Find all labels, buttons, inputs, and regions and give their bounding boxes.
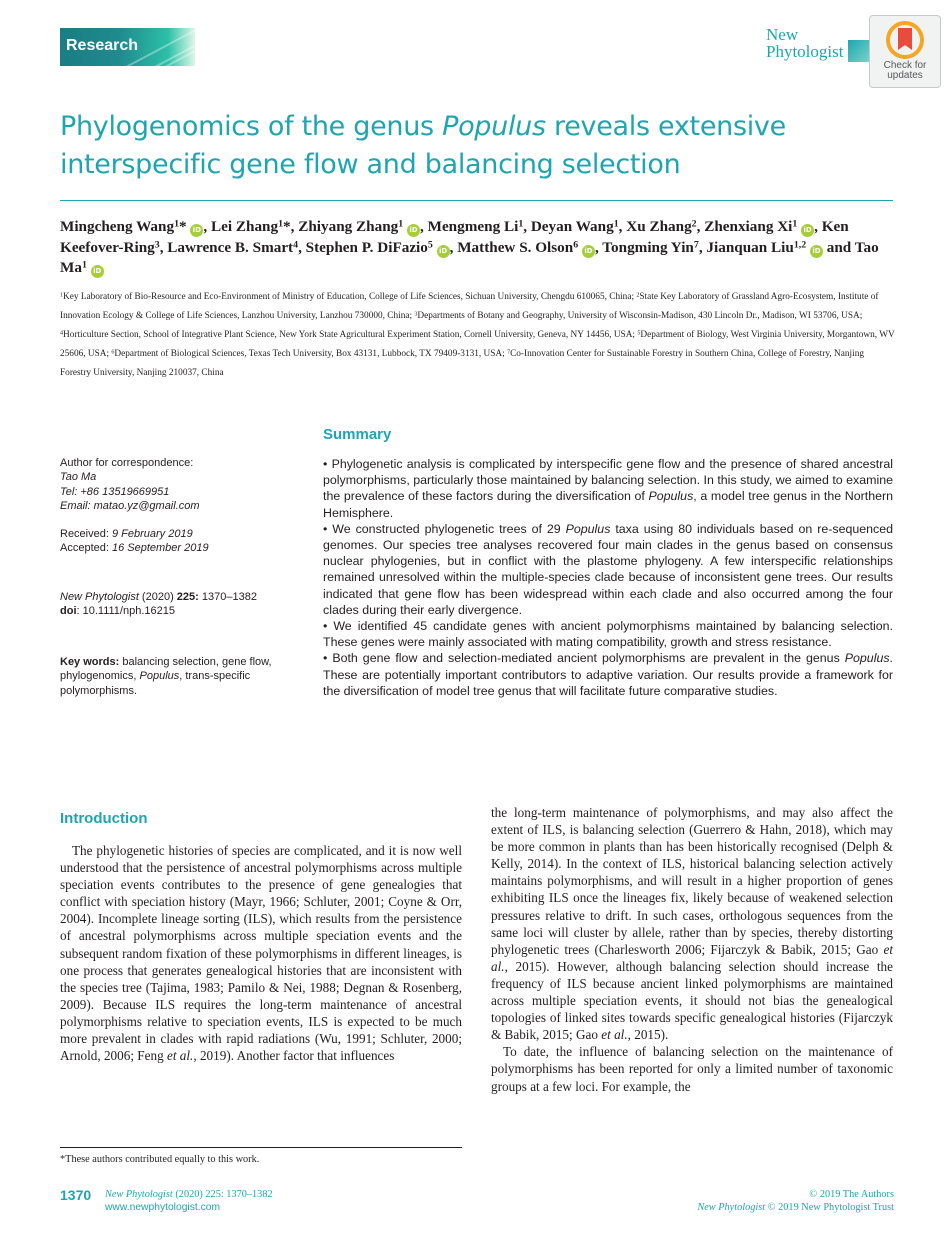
journal-logo-line2: Phytologist — [766, 42, 844, 61]
page-number: 1370 — [60, 1187, 92, 1203]
keywords-block: Key words: balancing selection, gene flow, phylogenomics, Populus, trans-specific polymorphisms. — [60, 656, 272, 697]
affiliations — [60, 288, 895, 383]
affiliation: $^6$Department of Biological Sciences, Texas Tech University, Box 43131, Lubbock, TX 79409-3131, USA; — [111, 349, 508, 359]
introduction-heading: Introduction — [60, 810, 148, 827]
correspondence-label: Author for correspondence: — [60, 457, 194, 469]
author-name: Mingcheng Wang$^1$* iD — [60, 218, 203, 235]
summary-heading: Summary — [323, 426, 392, 443]
correspondence-block — [60, 456, 305, 514]
summary-bullet-1: • Phylogenetic analysis is complicated by interspecific gene flow and the presence of shared ancestral polymorphisms, particularly those maintained by balancing selection. In this study, we aimed to examine the prevalence of these factors during the diversification of Populus, a model tree genus in the Northern Hemisphere. — [323, 457, 893, 520]
author-name: Tongming Yin$^7$ — [602, 238, 699, 256]
summary-bullet-4: • Both gene flow and selection-mediated ancient polymorphisms are prevalent in the genus Populus. These are potentially important contributors to adaptive variation. Our results provide a framework for the diversification of model tree genus that will facilitate future comparative studies. — [323, 651, 893, 698]
footer-citation: New Phytologist (2020) 225: 1370–1382 www.newphytologist.com — [105, 1189, 273, 1213]
orcid-icon[interactable]: iD — [801, 224, 814, 237]
journal-website-link[interactable]: www.newphytologist.com — [105, 1202, 221, 1213]
journal-logo-mark — [848, 40, 870, 62]
intro-paragraph-1: The phylogenetic histories of species are complicated, and it is now well understood that the persistence of ancestral polymorphisms across multiple speciation events contributes to the presence of gene genealogies that conflict with speciation history (Mayr, 1966; Schluter, 2001; Coyne & Orr, 2004). Incomplete lineage sorting (ILS), which results from the persistence of ancestral polymorphisms across multiple speciation events and the subsequent random fixation of these polymorphisms in different lineages, is one process that generates genealogical histories that are inconsistent with the species tree (Tajima, 1983; Pamilo & Nei, 1988; Degnan & Rosenberg, 2009). Because ILS requires the long-term maintenance of ancestral polymorphisms relative to speciation events, ILS is expected to be much more prevalent in clades with rapid radiations (Wu, 1991; Schluter, 2000; Arnold, 2006; Feng et al., 2019). Another factor that influences — [60, 843, 462, 1064]
author-name: Deyan Wang$^1$ — [530, 218, 619, 235]
author-name: Zhenxiang Xi$^1$ iD — [704, 218, 814, 235]
badge-line1: Check for — [883, 60, 927, 71]
body-column-left — [60, 842, 462, 1064]
title-divider — [60, 200, 893, 201]
affiliation: $^3$Departments of Botany and Geography, University of Wisconsin-Madison, 430 Lincoln Dr., Madison, WI 53706, USA; — [414, 311, 863, 321]
journal-logo — [766, 26, 844, 60]
author-name: Matthew S. Olson$^6$ iD — [457, 239, 595, 256]
journal-logo-line1: New — [766, 25, 799, 44]
author-name: Ken Keefover-Ring$^3$ — [60, 218, 849, 256]
orcid-icon[interactable]: iD — [582, 245, 595, 258]
author-name: Mengmeng Li$^1$ — [427, 218, 524, 235]
summary-body — [323, 456, 893, 699]
intro-paragraph-2: To date, the influence of balancing selection on the maintenance of polymorphisms has been reported for only a limited number of taxonomic groups at a few loci. For example, the — [491, 1044, 893, 1094]
summary-bullet-2: • We constructed phylogenetic trees of 29 Populus taxa using 80 individuals based on re-sequenced genomes. Our species tree analyses recovered four main clades in the genus based on consensus nuclear phylogenies, but in conflict with the plastome phylogeny. A few interspecific relationships remained unresolved within the multiple-species clade because of inconsistent gene trees. Our results indicated that gene flow has been widespread within each clade and also occurred among the four clades during their early divergence. — [323, 521, 893, 617]
dates-block: Received: 9 February 2019 Accepted: 16 September 2019 — [60, 528, 209, 555]
section-label: Research — [66, 37, 139, 54]
orcid-icon[interactable]: iD — [91, 265, 104, 278]
orcid-icon[interactable]: iD — [810, 245, 823, 258]
keywords-label: Key words: — [60, 656, 120, 668]
author-name: Lei Zhang$^1$* — [211, 218, 291, 235]
check-for-updates-badge[interactable] — [869, 15, 941, 88]
author-list: Mingcheng Wang$^1$* iD , Lei Zhang$^1$*, Zhiyang Zhang$^1$ iD , Mengmeng Li$^1$, Deyan Wang$^1$, Xu Zhang$^2$, Zhenxiang Xi$^1$ iD , Ken Keefover-Ring$^3$, Lawrence B. Smart$^4$, Stephen P. DiFazio$^5$ iD , Matthew S. Olson$^6$ iD , Tongming Yin$^7$, Jianquan Liu$^{1,2}$ iD and Tao Ma$^1$ iD — [60, 218, 879, 276]
correspondence-name: Tao Ma — [60, 471, 97, 484]
article-title: Phylogenomics of the genus Populus reveals extensive interspecific gene flow and balancing selection — [60, 111, 786, 180]
orcid-icon[interactable]: iD — [407, 224, 420, 237]
badge-line2: updates — [887, 70, 923, 81]
author-name: Xu Zhang$^2$ — [626, 218, 697, 235]
affiliation: $^7$Co-Innovation Center for Sustainable Forestry in Southern China, College of Forestry, Nanjing Forestry University, Nanjing 210037, China — [60, 349, 864, 378]
footnote-divider — [60, 1147, 462, 1148]
doi-value[interactable]: : 10.1111/nph.16215 — [76, 605, 175, 618]
author-name: Stephen P. DiFazio$^5$ iD — [306, 239, 450, 256]
summary-bullet-3: • We identified 45 candidate genes with ancient polymorphisms maintained by balancing selection. These genes were mainly associated with mating compatibility, growth and stress resistance. — [323, 619, 893, 650]
correspondence-tel: Tel: +86 13519669951 — [60, 485, 170, 498]
received-date: 9 February 2019 — [111, 528, 193, 540]
author-name: Jianquan Liu$^{1,2}$ iD — [706, 239, 823, 256]
author-name: Tao Ma$^1$ iD — [60, 238, 879, 276]
citation-block: New Phytologist (2020) 225: 1370–1382 doi: 10.1111/nph.16215 — [60, 591, 257, 618]
body-column-right — [491, 804, 893, 1095]
bookmark-icon — [886, 21, 924, 59]
affiliation: $^5$Department of Biology, West Virginia University, Morgantown, WV 25606, USA; — [60, 330, 895, 359]
author-name: Zhiyang Zhang$^1$ iD — [298, 218, 420, 235]
intro-paragraph-1-cont: the long-term maintenance of polymorphisms, and may also affect the extent of ILS, is balancing selection (Guerrero & Hahn, 2018), which may be more common in plants than has been historically recognised (Delph & Kelly, 2014). In the context of ILS, historical balancing selection actively maintains polymorphisms, and will result in a higher proportion of genes exhibiting ILS once the lineages fix, likely because of weakened selection pressures relative to drift. In such cases, orthologous sequences from the same loci will cluster by allele, rather than by species, thereby distorting phylogenetic trees (Charlesworth 2006; Fijarczyk & Babik, 2015; Gao et al., 2015). However, although balancing selection should increase the frequency of ILS because ancient linked polymorphisms are maintained across multiple speciation events, it should not bias the genealogical topologies of linked sites towards specific genealogical histories (Fijarczyk & Babik, 2015; Gao et al., 2015). — [491, 805, 893, 1043]
footnote: *These authors contributed equally to this work. — [60, 1154, 260, 1165]
correspondence-email[interactable]: Email: matao.yz@gmail.com — [60, 500, 200, 513]
orcid-icon[interactable]: iD — [190, 224, 203, 237]
footer-copyright: © 2019 The Authors New Phytologist © 2019 New Phytologist Trust — [697, 1189, 894, 1213]
section-banner — [60, 28, 195, 66]
orcid-icon[interactable]: iD — [437, 245, 450, 258]
author-name: Lawrence B. Smart$^4$ — [167, 238, 299, 256]
affiliation: $^1$Key Laboratory of Bio-Resource and Eco-Environment of Ministry of Education, College of Life Sciences, Sichuan University, Chengdu 610065, China; — [60, 292, 637, 302]
accepted-date: 16 September 2019 — [111, 542, 209, 555]
affiliation: $^2$State Key Laboratory of Grassland Agro-Ecosystem, Institute of Innovation Ecology & College of Life Sciences, Lanzhou University, Lanzhou 730000, China; — [60, 292, 879, 321]
affiliation: $^4$Horticulture Section, School of Integrative Plant Science, New York State Agricultural Experiment Station, Cornell University, Geneva, NY 14456, USA; — [60, 330, 638, 340]
